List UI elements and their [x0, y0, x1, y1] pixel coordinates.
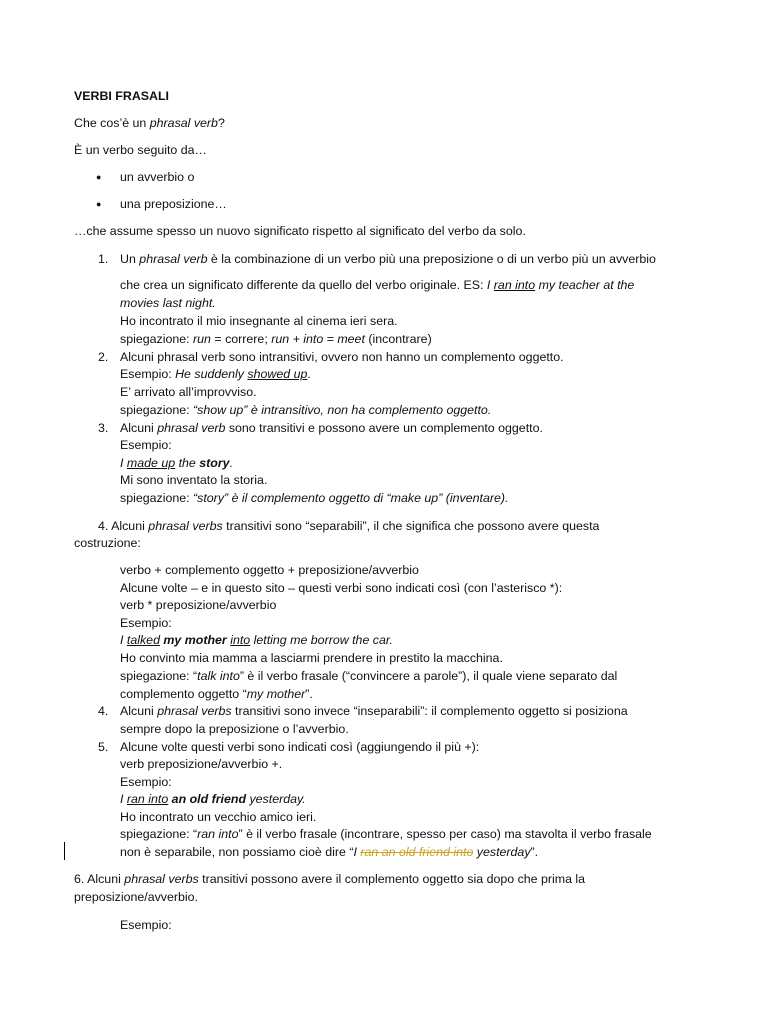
list-item-3-line: Alcuni phrasal verb sono transitivi e possono avere un complemento oggetto.: [120, 421, 543, 435]
list-item-4-line: Alcuni phrasal verbs transitivi sono invece “inseparabili”: il complemento oggetto si posiziona: [120, 704, 628, 718]
construction-line: I talked my mother into letting me borrow the car.: [120, 633, 393, 647]
list-number: 5.: [98, 740, 109, 754]
construction-line: Alcune volte – e in questo sito – questi verbi sono indicati così (con l’asterisco *):: [120, 581, 563, 595]
construction-line: complemento oggetto “my mother”.: [120, 687, 313, 701]
question-heading: Che cos’è un phrasal verb?: [74, 116, 225, 130]
construction-line: Ho convinto mia mamma a lasciarmi prendere in prestito la macchina.: [120, 651, 503, 665]
list-item-5-line: non è separabile, non possiamo cioè dire “I ran an old friend into yesterday”.: [120, 845, 539, 859]
list-item-5-line: Alcune volte questi verbi sono indicati così (aggiungendo il più +):: [120, 740, 480, 754]
list-item-3-line: spiegazione: “story” è il complemento oggetto di “make up” (inventare).: [120, 491, 509, 505]
bullet-icon: ●: [96, 172, 102, 182]
list-item-1-line: spiegazione: run = correre; run + into = meet (incontrare): [120, 332, 432, 346]
list-item-5-line: spiegazione: “ran into” è il verbo frasale (incontrare, spesso per caso) ma stavolta il verbo frasale: [120, 827, 652, 841]
list-item-4-line: sempre dopo la preposizione o l’avverbio.: [120, 722, 349, 736]
list-item-1-line: che crea un significato differente da quello del verbo originale. ES: I ran into my teacher at the: [120, 278, 635, 292]
intro-line: È un verbo seguito da…: [74, 143, 207, 157]
list-item-5-line: I ran into an old friend yesterday.: [120, 792, 306, 806]
paragraph: …che assume spesso un nuovo significato rispetto al significato del verbo da solo.: [74, 224, 526, 238]
strikethrough-text: ran an old friend into: [360, 845, 474, 859]
list-item-3-line: Esempio:: [120, 438, 172, 452]
bullet-item: un avverbio o: [120, 170, 195, 184]
list-item-1-line: Un phrasal verb è la combinazione di un verbo più una preposizione o di un verbo più un avverbio: [120, 252, 656, 266]
list-item-1-line: movies last night.: [120, 296, 216, 310]
paragraph-6: 6. Alcuni phrasal verbs transitivi possono avere il complemento oggetto sia dopo che prima la: [74, 872, 586, 886]
list-item-2-line: Esempio: He suddenly showed up.: [120, 367, 311, 381]
bullet-item: una preposizione…: [120, 197, 227, 211]
list-number: 4.: [98, 704, 109, 718]
list-item-2-line: Alcuni phrasal verb sono intransitivi, ovvero non hanno un complemento oggetto.: [120, 350, 564, 364]
list-number: 1.: [98, 252, 109, 266]
text-cursor-icon: [64, 842, 65, 860]
list-item-3-line: Mi sono inventato la storia.: [120, 473, 268, 487]
list-item-5-line: Esempio:: [120, 775, 172, 789]
list-item-3-line: I made up the story.: [120, 456, 234, 470]
list-number: 2.: [98, 350, 109, 364]
list-item-5-line: verb preposizione/avverbio +.: [120, 757, 283, 771]
paragraph-6: preposizione/avverbio.: [74, 890, 198, 904]
construction-line: verb * preposizione/avverbio: [120, 598, 277, 612]
list-number: 3.: [98, 421, 109, 435]
list-item-5-line: Ho incontrato un vecchio amico ieri.: [120, 810, 317, 824]
bullet-icon: ●: [96, 199, 102, 209]
list-item-2-line: spiegazione: “show up” è intransitivo, non ha complemento oggetto.: [120, 403, 492, 417]
page-title: VERBI FRASALI: [74, 89, 169, 103]
paragraph-6: Esempio:: [120, 918, 172, 932]
construction-line: verbo + complemento oggetto + preposizione/avverbio: [120, 563, 419, 577]
construction-line: spiegazione: “talk into” è il verbo frasale (“convincere a parole”), il quale viene separato dal: [120, 669, 618, 683]
paragraph-4: costruzione:: [74, 536, 141, 550]
paragraph-4: 4. Alcuni phrasal verbs transitivi sono “separabili”, il che significa che possono avere questa: [98, 519, 600, 533]
list-item-1-line: Ho incontrato il mio insegnante al cinema ieri sera.: [120, 314, 398, 328]
construction-line: Esempio:: [120, 616, 172, 630]
list-item-2-line: E’ arrivato all’improvviso.: [120, 385, 257, 399]
